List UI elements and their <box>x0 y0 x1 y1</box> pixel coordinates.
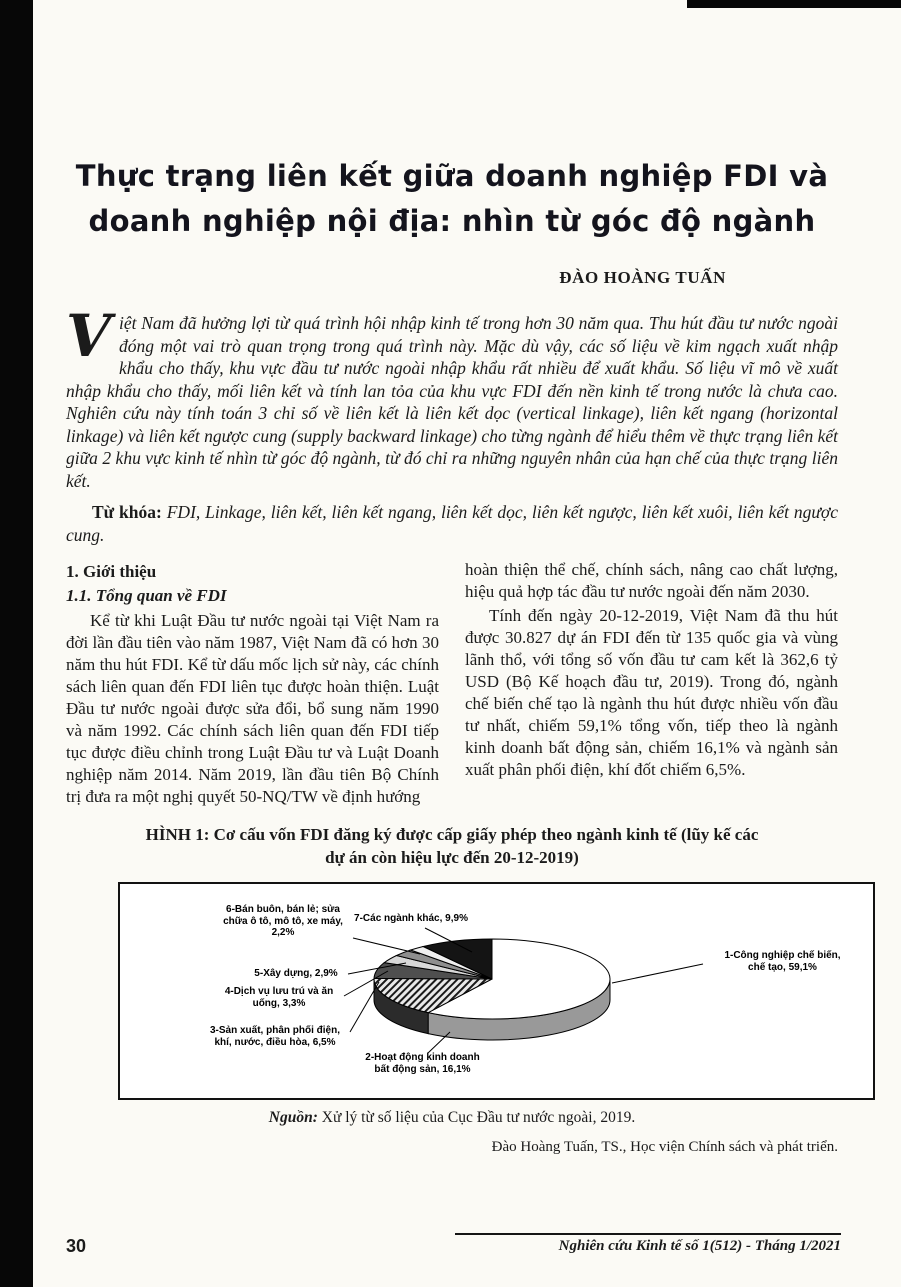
pie-label-slice-1: 1-Công nghiệp chế biến, chế tạo, 59,1% <box>724 950 841 973</box>
abstract <box>66 302 838 492</box>
title-line-1: Thực trạng liên kết giữa doanh nghiệp FDI và <box>75 159 829 193</box>
pie-label-slice-2: 2-Hoạt động kinh doanh bất động sản, 16,1% <box>365 1052 480 1075</box>
keywords-text: FDI, Linkage, liên kết, liên kết ngang, liên kết dọc, liên kết ngược, liên kết xuôi, liên kết ngược cung. <box>66 502 838 545</box>
page-content <box>66 0 841 1156</box>
source-label: Nguồn: <box>268 1109 318 1126</box>
two-column-body <box>66 559 838 808</box>
left-gutter-bar <box>0 0 33 1287</box>
figure-caption <box>66 823 838 869</box>
article-title <box>66 154 838 244</box>
pie-label-slice-4: 4-Dịch vụ lưu trú và ăn uống, 3,3% <box>224 986 334 1009</box>
pie-label-slice-3: 3-Sản xuất, phân phối điện, khí, nước, điều hòa, 6,5% <box>209 1025 340 1048</box>
pie-label-slice-5: 5-Xây dựng, 2,9% <box>254 968 338 979</box>
keywords-label: Từ khóa: <box>92 502 162 522</box>
column-left <box>66 559 439 808</box>
column-right <box>465 559 838 808</box>
paragraph-left: Kể từ khi Luật Đầu tư nước ngoài tại Việt Nam ra đời lần đầu tiên vào năm 1987, Việt Nam đã có hơn 30 năm thu hút FDI. Kể từ dấu mốc lịch sử này, các chính sách liên quan đến FDI liên tục được hoàn thiện. Luật Đầu tư nước ngoài được sửa đổi, bổ sung năm 1990 và năm 1992. Các chính sách liên quan đến FDI tiếp tục được điều chỉnh trong Luật Đầu tư và Luật Doanh nghiệp năm 2014. Năm 2019, lần đầu tiên Bộ Chính trị đưa ra một nghị quyết 50-NQ/TW về định hướng <box>66 611 439 806</box>
pie-label-slice-6: 6-Bán buôn, bán lẻ; sửa chữa ô tô, mô tô, xe máy, 2,2% <box>223 904 343 938</box>
figure-1-pie-chart <box>118 882 875 1100</box>
pie-label-slice-7: 7-Các ngành khác, 9,9% <box>354 913 468 924</box>
source-text: Xử lý từ số liệu của Cục Đầu tư nước ngoài, 2019. <box>317 1109 636 1126</box>
figure-caption-line-1: HÌNH 1: Cơ cấu vốn FDI đăng ký được cấp giấy phép theo ngành kinh tế (lũy kế các <box>145 825 759 844</box>
abstract-text: iệt Nam đã hưởng lợi từ quá trình hội nhập kinh tế trong hơn 30 năm qua. Thu hút đầu tư nước ngoài đóng một vai trò quan trọng trong quá trình này. Mặc dù vậy, các số liệu về kim ngạch xuất nhập khẩu cho thấy, khu vực đầu tư nước ngoài nhập khẩu rất nhiều để xuất khẩu. Số liệu vĩ mô về xuất nhập khẩu cho thấy, mối liên kết và tính lan tỏa của khu vực FDI đến nền kinh tế trong nước là chưa cao. Nghiên cứu này tính toán 3 chỉ số về liên kết là liên kết dọc (vertical linkage), liên kết ngang (horizontal linkage) và liên kết ngược cung (supply backward linkage) cho từng ngành để hiểu thêm về thực trạng liên kết giữa 2 khu vực kinh tế nhìn từ góc độ ngành, từ đó chỉ ra những nguyên nhân của hạn chế của thực trạng liên kết. <box>66 313 838 491</box>
dropcap-v: V <box>66 302 112 370</box>
paragraph-right-1: hoàn thiện thể chế, chính sách, nâng cao chất lượng, hiệu quả hợp tác đầu tư nước ngoài đến năm 2030. <box>465 560 838 601</box>
section-heading-1-1: 1.1. Tổng quan về FDI <box>66 586 227 605</box>
journal-footer: Nghiên cứu Kinh tế số 1(512) - Tháng 1/2021 <box>558 1238 841 1254</box>
author-name: ĐÀO HOÀNG TUẤN <box>559 268 726 287</box>
title-line-2: doanh nghiệp nội địa: nhìn từ góc độ ngành <box>88 204 816 238</box>
author-affiliation: Đào Hoàng Tuấn, TS., Học viện Chính sách và phát triển. <box>491 1139 838 1155</box>
footer-rule <box>455 1233 841 1235</box>
keywords <box>66 501 838 546</box>
paragraph-right-2: Tính đến ngày 20-12-2019, Việt Nam đã thu hút được 30.827 dự án FDI đến từ 135 quốc gia và vùng lãnh thổ, với tổng số vốn đầu tư cam kết là 362,6 tỷ USD (Bộ Kế hoạch đầu tư, 2019). Trong đó, ngành chế biến chế tạo là ngành thu hút được nhiều vốn đầu tư nhất, chiếm 59,1% tổng vốn, tiếp theo là ngành kinh doanh bất động sản, chiếm 16,1% và ngành sản xuất phân phối điện, khí đốt chiếm 6,5%. <box>465 606 838 779</box>
section-heading-1: 1. Giới thiệu <box>66 562 157 581</box>
page-number: 30 <box>66 1236 87 1256</box>
figure-caption-line-2: dự án còn hiệu lực đến 20-12-2019) <box>325 848 579 867</box>
figure-source <box>66 1109 838 1127</box>
